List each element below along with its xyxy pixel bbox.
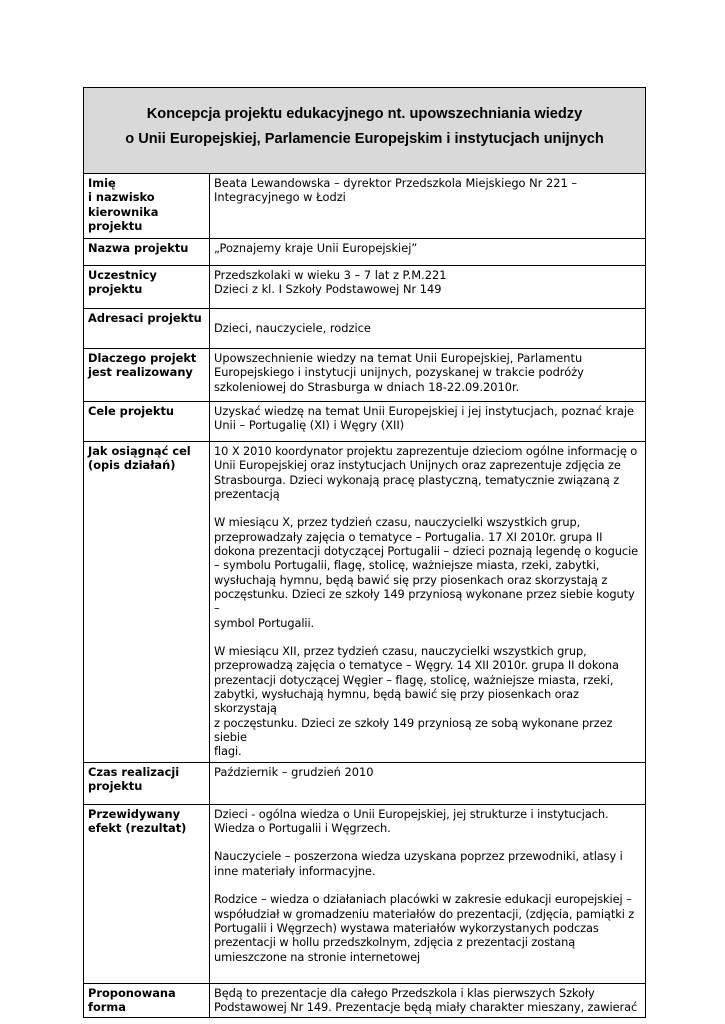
value-line: dokona prezentacji dotyczącej Portugalii – dzieci poznają legendę o kogucie xyxy=(214,544,639,559)
value-line: Unii – Portugalię (XI) i Węgry (XII) xyxy=(214,418,405,433)
label-line: (opis działań) xyxy=(88,458,176,473)
row-kierownik xyxy=(84,174,646,239)
value-line: szkoleniowej do Strasburga w dniach 18-22.09.2010r. xyxy=(214,379,520,394)
label-line: forma xyxy=(88,999,126,1014)
paragraph xyxy=(214,644,641,758)
title-line-1: Koncepcja projektu edukacyjnego nt. upowszechniania wiedzy xyxy=(146,106,583,122)
value-line: przeprowadzały zajęcia o tematyce – Portugalia. 17 XI 2010r. grupa II xyxy=(214,529,603,544)
value-line: flagi. xyxy=(214,744,242,759)
value-line: z poczęstunku. Dzieci ze szkoły 149 przyniosą ze sobą wykonane przez siebie xyxy=(214,715,613,744)
value-line: współudział w gromadzeniu materiałów do prezentacji, (zdjęcia, pamiątki z xyxy=(214,906,635,921)
label-line: Przewidywany xyxy=(88,806,181,821)
title-line-2: o Unii Europejskiej, Parlamencie Europejskim i instytucjach unijnych xyxy=(125,131,604,147)
row-nazwa xyxy=(84,239,646,266)
label-cele: Cele projektu xyxy=(84,402,210,442)
label-uczestnicy xyxy=(84,266,210,309)
paragraph xyxy=(214,444,641,501)
value-line: Dzieci z kl. I Szkoły Podstawowej Nr 149 xyxy=(214,282,442,297)
value-czas: Październik – grudzień 2010 xyxy=(210,762,646,804)
value-forma xyxy=(210,983,646,1018)
value-uczestnicy xyxy=(210,266,646,309)
label-line: i nazwisko xyxy=(88,190,155,205)
label-kierownik xyxy=(84,174,210,239)
label-line: projektu xyxy=(88,778,143,793)
title-cell xyxy=(84,88,646,174)
label-efekt xyxy=(84,804,210,983)
label-nazwa: Nazwa projektu xyxy=(84,239,210,266)
value-line: Strasbourga. Dzieci wykonają pracę plastyczną, tematycznie związaną z xyxy=(214,472,620,487)
row-forma xyxy=(84,983,646,1018)
label-forma xyxy=(84,983,210,1018)
label-line: projektu xyxy=(88,218,143,233)
label-line: efekt (rezultat) xyxy=(88,820,187,835)
label-line: Proponowana xyxy=(88,985,176,1000)
value-line: Będą to prezentacje dla całego Przedszkola i klas pierwszych Szkoły xyxy=(214,985,595,1000)
value-line: przeprowadzą zajęcia o tematyce – Węgry. 14 XII 2010r. grupa II dokona xyxy=(214,658,619,673)
value-line: Europejskiego i instytucji unijnych, pozyskanej w trakcie podróży xyxy=(214,365,584,380)
value-line: wysłuchają hymnu, będą bawić się przy piosenkach oraz skorzystają z xyxy=(214,572,608,587)
value-line: Podstawowej Nr 149. Prezentacje będą miały charakter mieszany, zawierać xyxy=(214,999,638,1014)
label-dlaczego xyxy=(84,349,210,402)
value-line: prezentacją xyxy=(214,486,280,501)
paragraph xyxy=(214,849,641,878)
label-line: Jak osiągnąć cel xyxy=(88,444,191,458)
value-line: Unii Europejskiej oraz instytucjach Unijnych oraz zaprezentuje zdjęcia ze xyxy=(214,458,621,473)
paragraph xyxy=(214,807,641,836)
value-line: inne materiały informacyjne. xyxy=(214,863,376,878)
value-cele xyxy=(210,402,646,442)
label-line: kierownika xyxy=(88,204,159,219)
value-jak xyxy=(210,442,646,763)
row-czas xyxy=(84,762,646,804)
row-jak xyxy=(84,442,646,763)
paragraph xyxy=(214,892,641,963)
row-uczestnicy xyxy=(84,266,646,309)
paragraph xyxy=(214,515,641,629)
row-efekt xyxy=(84,804,646,983)
value-line: – symbolu Portugalii, flagę, stolicę, ważniejsze miasta, rzeki, zabytki, xyxy=(214,558,600,573)
value-line: Dzieci, nauczyciele, rodzice xyxy=(214,321,371,335)
value-efekt xyxy=(210,804,646,983)
value-line: Portugalii i Węgrzech) wystawa materiałów wykorzystanych podczas xyxy=(214,920,599,935)
label-jak xyxy=(84,442,210,763)
value-line: umieszczone na stronie internetowej xyxy=(214,949,421,964)
title-row xyxy=(84,88,646,174)
value-line: Uzyskać wiedzę na temat Unii Europejskiej i jej instytucjach, poznać kraje xyxy=(214,404,635,418)
value-nazwa: „Poznajemy kraje Unii Europejskiej” xyxy=(210,239,646,266)
value-kierownik xyxy=(210,174,646,239)
value-line: Wiedza o Portugalii i Węgrzech. xyxy=(214,820,391,835)
value-line: prezentacji w hollu przedszkolnym, zdjęcia z prezentacji zostaną xyxy=(214,935,576,950)
label-line: Imię xyxy=(88,176,116,190)
value-line: Nauczyciele – poszerzona wiedza uzyskana poprzez przewodniki, atlasy i xyxy=(214,849,623,864)
value-line: Rodzice – wiedza o działaniach placówki w zakresie edukacji europejskiej – xyxy=(214,892,632,907)
row-cele xyxy=(84,402,646,442)
value-line: symbol Portugalii. xyxy=(214,615,315,630)
value-line: Beata Lewandowska – dyrektor Przedszkola Miejskiego Nr 221 – xyxy=(214,176,578,190)
label-adresaci: Adresaci projektu xyxy=(84,309,210,349)
value-dlaczego xyxy=(210,349,646,402)
value-line: Przedszkolaki w wieku 3 – 7 lat z P.M.221 xyxy=(214,268,447,282)
value-line: zabytki, wysłuchają hymnu, będą bawić się przy piosenkach oraz skorzystają xyxy=(214,687,579,716)
project-concept-table xyxy=(83,87,646,1018)
label-line: Uczestnicy xyxy=(88,268,157,282)
label-line: jest realizowany xyxy=(88,365,193,380)
row-adresaci xyxy=(84,309,646,349)
value-line: W miesiącu X, przez tydzień czasu, nauczycielki wszystkich grup, xyxy=(214,515,581,530)
label-czas xyxy=(84,762,210,804)
value-line: Integracyjnego w Łodzi xyxy=(214,190,346,205)
value-line: Dzieci - ogólna wiedza o Unii Europejskiej, jej strukturze i instytucjach. xyxy=(214,806,609,821)
label-line: Czas realizacji xyxy=(88,764,180,779)
label-line: Dlaczego projekt xyxy=(88,351,197,365)
value-line: 10 X 2010 koordynator projektu zaprezentuje dzieciom ogólne informację o xyxy=(214,444,638,458)
value-line: prezentacji dotyczącej Węgier – flagę, stolicę, ważniejsze miasta, rzeki, xyxy=(214,672,614,687)
value-adresaci xyxy=(210,309,646,349)
row-dlaczego xyxy=(84,349,646,402)
value-line: poczęstunku. Dzieci ze szkoły 149 przyniosą wykonane przez siebie koguty – xyxy=(214,586,635,616)
value-line: W miesiącu XII, przez tydzień czasu, nauczycielki wszystkich grup, xyxy=(214,644,587,659)
value-line: Upowszechnienie wiedzy na temat Unii Europejskiej, Parlamentu xyxy=(214,351,583,365)
label-line: projektu xyxy=(88,282,143,297)
